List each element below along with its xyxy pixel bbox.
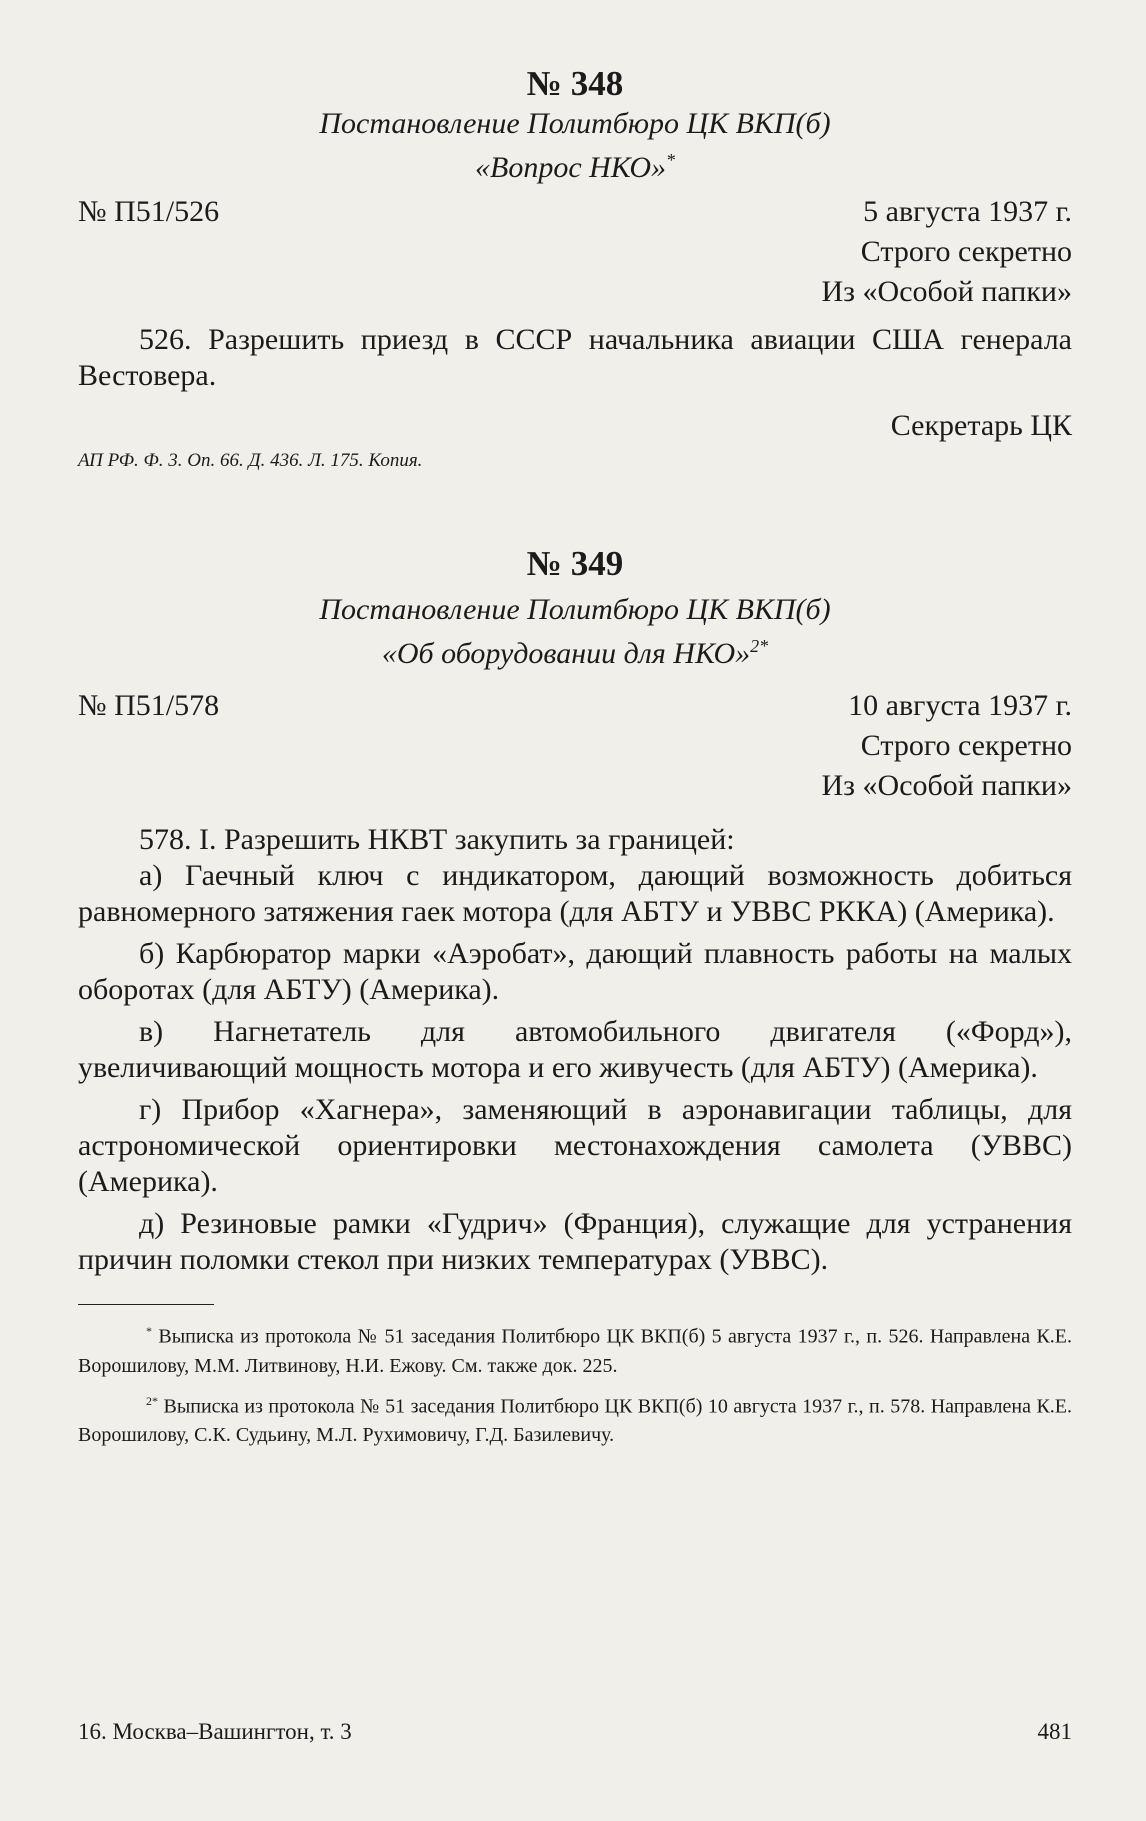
footnote-mark: 2* bbox=[750, 636, 769, 656]
doc-meta-row bbox=[78, 192, 1072, 232]
secrecy-label: Строго секретно bbox=[860, 235, 1072, 268]
special-folder-label: Из «Особой папки» bbox=[821, 275, 1072, 308]
doc-348 bbox=[78, 62, 1072, 474]
doc-body bbox=[78, 822, 1072, 1278]
page-number: 481 bbox=[1037, 1719, 1072, 1744]
doc-title-line1: Постановление Политбюро ЦК ВКП(б) bbox=[319, 107, 831, 140]
footnote: * Выписка из протокола № 51 заседания Политбюро ЦК ВКП(б) 5 августа 1937 г., п. 526. Направлена К.Е. Ворошилову, М.М. Литвинову, Н.И. Ежову. См. также док. 225. bbox=[78, 1324, 1072, 1377]
paragraph: в) Нагнетатель для автомобильного двигателя («Форд»), увеличивающий мощность мотора и его живучесть (для АБТУ) (Америка). bbox=[78, 1015, 1072, 1084]
page-footer bbox=[78, 1717, 1072, 1747]
paragraph: д) Резиновые рамки «Гудрич» (Франция), служащие для устранения причин поломки стекол при низких температурах (УВВС). bbox=[78, 1207, 1072, 1276]
document-page bbox=[78, 62, 1072, 1450]
doc-date: 5 августа 1937 г. bbox=[863, 195, 1072, 228]
paragraph: г) Прибор «Хагнера», заменяющий в аэронавигации таблицы, для астрономической ориентировки местонахождения самолета (УВВС) (Америка). bbox=[78, 1093, 1072, 1198]
doc-title-line2: «Об оборудовании для НКО»$^{2*}$ bbox=[381, 636, 769, 670]
doc-title-line2: «Вопрос НКО»* bbox=[475, 150, 675, 184]
doc-title-line1: Постановление Политбюро ЦК ВКП(б) bbox=[319, 593, 831, 626]
doc-349 bbox=[78, 542, 1072, 1278]
doc-number: № 348 bbox=[526, 64, 624, 103]
doc-number: № 349 bbox=[526, 544, 624, 583]
paragraph: б) Карбюратор марки «Аэробат», дающий плавность работы на малых оборотах (для АБТУ) (Америка). bbox=[78, 937, 1072, 1006]
footnote-mark: * bbox=[146, 1324, 152, 1338]
signature: Секретарь ЦК bbox=[890, 409, 1072, 442]
signature-mark: 16. Москва–Вашингтон, т. 3 bbox=[78, 1719, 352, 1744]
secrecy-label: Строго секретно bbox=[860, 729, 1072, 762]
special-folder-label: Из «Особой папки» bbox=[821, 769, 1072, 802]
footnote-divider bbox=[78, 1304, 214, 1305]
archive-reference: АП РФ. Ф. 3. Оп. 66. Д. 436. Л. 175. Копия. bbox=[78, 450, 423, 471]
doc-body: 526. Разрешить приезд в СССР начальника авиации США генерала Вестовера. bbox=[78, 323, 1072, 392]
protocol-number: № П51/526 bbox=[78, 195, 220, 228]
paragraph: а) Гаечный ключ с индикатором, дающий возможность добиться равномерного затяжения гаек мотора (для АБТУ и УВВС РККА) (Америка). bbox=[78, 859, 1072, 928]
protocol-number: № П51/578 bbox=[78, 689, 220, 722]
doc-date: 10 августа 1937 г. bbox=[848, 689, 1072, 722]
footnote-mark: 2* bbox=[146, 1393, 158, 1408]
footnote: $^{2*}$ Выписка из протокола № 51 заседания Политбюро ЦК ВКП(б) 10 августа 1937 г., п. 578. Направлена К.Е. Ворошилову, С.К. Судьину, М.Л. Рухимовичу, Г.Д. Базилевичу. bbox=[78, 1393, 1073, 1447]
doc-meta-row bbox=[78, 686, 1072, 726]
footnotes bbox=[78, 1304, 1072, 1450]
footnote-mark: * bbox=[666, 150, 675, 170]
paragraph: 578. I. Разрешить НКВТ закупить за границей: bbox=[139, 823, 735, 856]
